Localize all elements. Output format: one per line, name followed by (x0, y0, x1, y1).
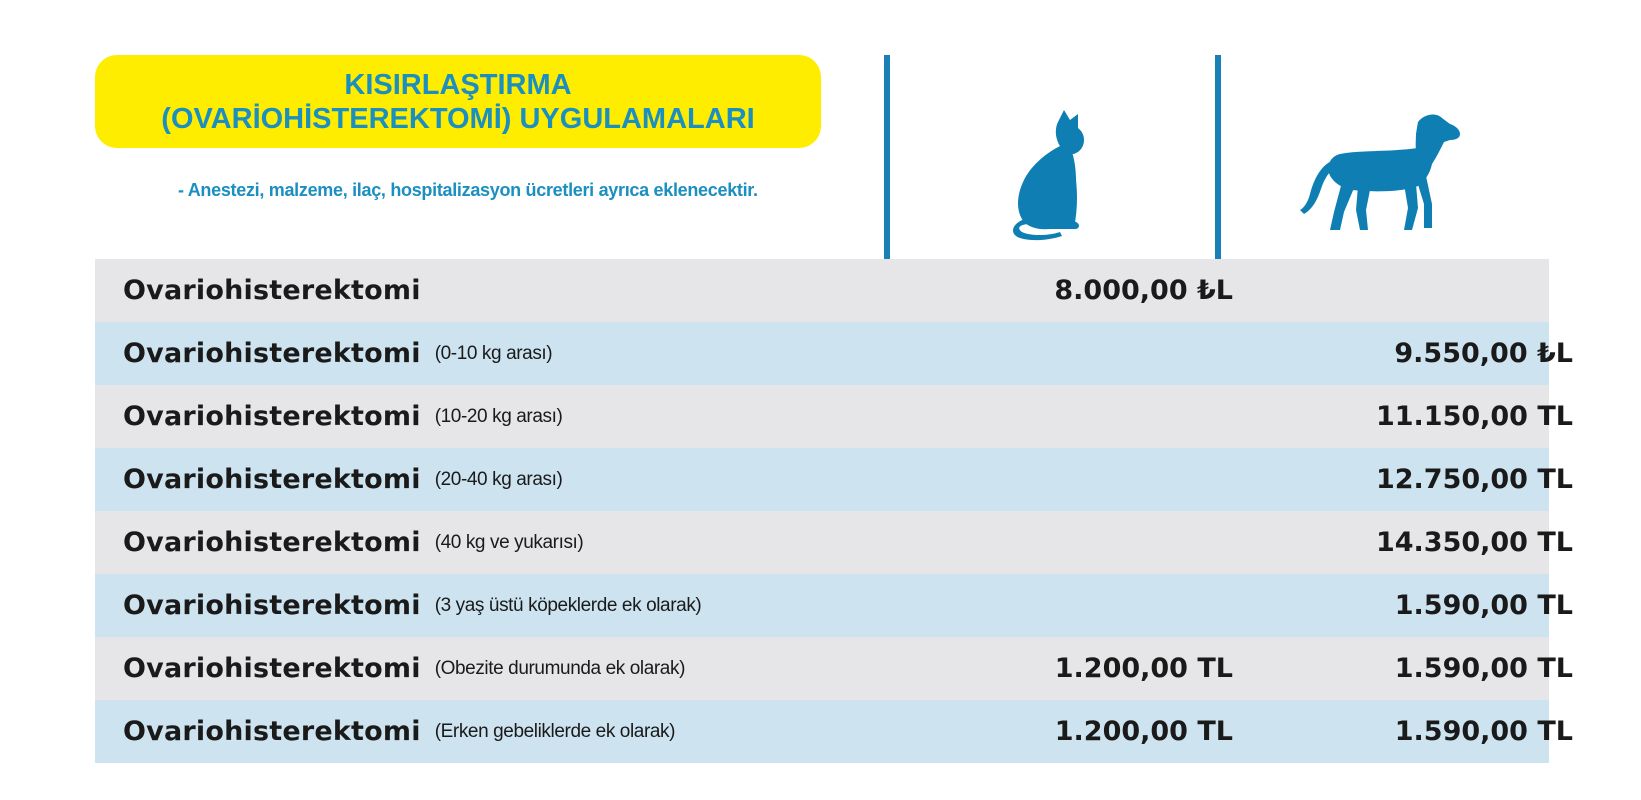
dog-price: 1.590,00 TL (1394, 653, 1573, 684)
cat-silhouette-icon (1010, 108, 1100, 248)
procedure-label: Ovariohisterektomi (123, 338, 421, 369)
dog-price: 14.350,00 TL (1375, 527, 1573, 558)
procedure-note: (Obezite durumunda ek olarak) (434, 657, 685, 679)
table-row (95, 511, 1573, 574)
procedure-note: (Erken gebeliklerde ek olarak) (434, 720, 676, 742)
dog-silhouette-icon (1300, 112, 1470, 242)
dog-price: 1.590,00 TL (1394, 590, 1573, 621)
dog-price: 9.550,00 ₺L (1394, 338, 1573, 369)
table-row (95, 574, 1573, 637)
procedure-label: Ovariohisterektomi (123, 590, 421, 621)
dog-price: 11.150,00 TL (1375, 401, 1573, 432)
subtitle-note: - Anestezi, malzeme, ilaç, hospitalizasyon ücretleri ayrıca eklenecektir. (178, 180, 758, 200)
price-table (95, 259, 1573, 763)
title-line-1: KISIRLAŞTIRMA (344, 68, 572, 101)
procedure-label: Ovariohisterektomi (123, 401, 421, 432)
table-row (95, 700, 1573, 763)
procedure-note: (3 yaş üstü köpeklerde ek olarak) (434, 594, 702, 616)
procedure-name (123, 574, 701, 637)
cat-price: 1.200,00 TL (1054, 653, 1233, 684)
procedure-note: (20-40 kg arası) (434, 468, 563, 490)
procedure-label: Ovariohisterektomi (123, 653, 421, 684)
procedure-label: Ovariohisterektomi (123, 527, 421, 558)
procedure-name (123, 448, 562, 511)
dog-price: 12.750,00 TL (1375, 464, 1573, 495)
procedure-name (123, 637, 685, 700)
procedure-name (123, 322, 552, 385)
procedure-note: (40 kg ve yukarısı) (434, 531, 584, 553)
procedure-note: (10-20 kg arası) (434, 405, 563, 427)
procedure-label: Ovariohisterektomi (123, 464, 421, 495)
title-box (95, 55, 821, 148)
title-line-2: (OVARİOHİSTEREKTOMİ) UYGULAMALARI (161, 102, 755, 135)
procedure-name (123, 700, 675, 763)
cat-price: 1.200,00 TL (1054, 716, 1233, 747)
procedure-label: Ovariohisterektomi (123, 275, 421, 306)
table-row (95, 385, 1573, 448)
procedure-label: Ovariohisterektomi (123, 716, 421, 747)
procedure-name (123, 259, 421, 322)
table-row (95, 448, 1573, 511)
cat-price: 8.000,00 ₺L (1054, 275, 1233, 306)
table-row (95, 637, 1573, 700)
procedure-name (123, 511, 583, 574)
table-row (95, 322, 1573, 385)
procedure-note: (0-10 kg arası) (434, 342, 553, 364)
dog-price: 1.590,00 TL (1394, 716, 1573, 747)
procedure-name (123, 385, 562, 448)
table-row (95, 259, 1549, 322)
